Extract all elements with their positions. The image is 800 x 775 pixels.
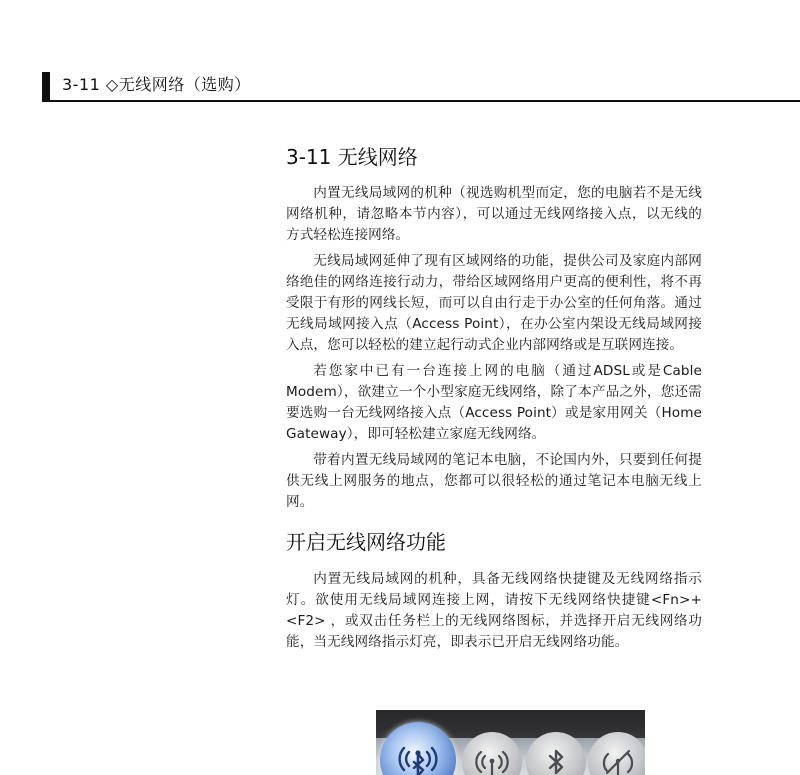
- running-header: 3-11 ◇无线网络（选购）: [62, 75, 251, 94]
- paragraph: 无线局域网延伸了现有区域网络的功能，提供公司及家庭内部网络绝佳的网络连接行动力，带给区域网络用户更高的便利性，将不再受限于有形的网线长短，而可以自由行走于办公室的任何角落。通过无线局域网接入点（Access Point），在办公室内架设无线局域网接入点，您可以轻松的建立起行动式企业内部网络或是互联网连接。: [286, 253, 702, 353]
- header-rule: [42, 100, 800, 102]
- paragraph: 带着内置无线局域网的笔记本电脑，不论国内外，只要到任何提供无线上网服务的地点，您都可以很轻松的通过笔记本电脑无线上网。: [286, 452, 702, 510]
- section-title: 3-11 无线网络: [286, 145, 418, 169]
- main-content: [286, 142, 702, 658]
- paragraph: 若您家中已有一台连接上网的电脑（通过ADSL或是Cable Modem），欲建立一个小型家庭无线网络，除了本产品之外，您还需要选购一台无线网络接入点（Access Point）或是家用网关（Home Gateway），即可轻松建立家庭无线网络。: [286, 363, 702, 442]
- keyboard-hotkey-photo: [376, 710, 645, 775]
- wireless-bluetooth-icon: [380, 722, 456, 775]
- paragraph: 内置无线局域网的机种（视选购机型而定，您的电脑若不是无线网络机种，请忽略本节内容），可以通过无线网络接入点，以无线的方式轻松连接网络。: [286, 185, 702, 243]
- header-marker-bar: [42, 72, 50, 102]
- paragraph: 内置无线局域网的机种，具备无线网络快捷键及无线网络指示灯。欲使用无线局域网连接上网，请按下无线网络快捷键<Fn>+<F2> ，或双击任务栏上的无线网络图标，并选择开启无线网络功能，当无线网络指示灯亮，即表示已开启无线网络功能。: [286, 571, 702, 650]
- subsection-title: 开启无线网络功能: [286, 530, 446, 554]
